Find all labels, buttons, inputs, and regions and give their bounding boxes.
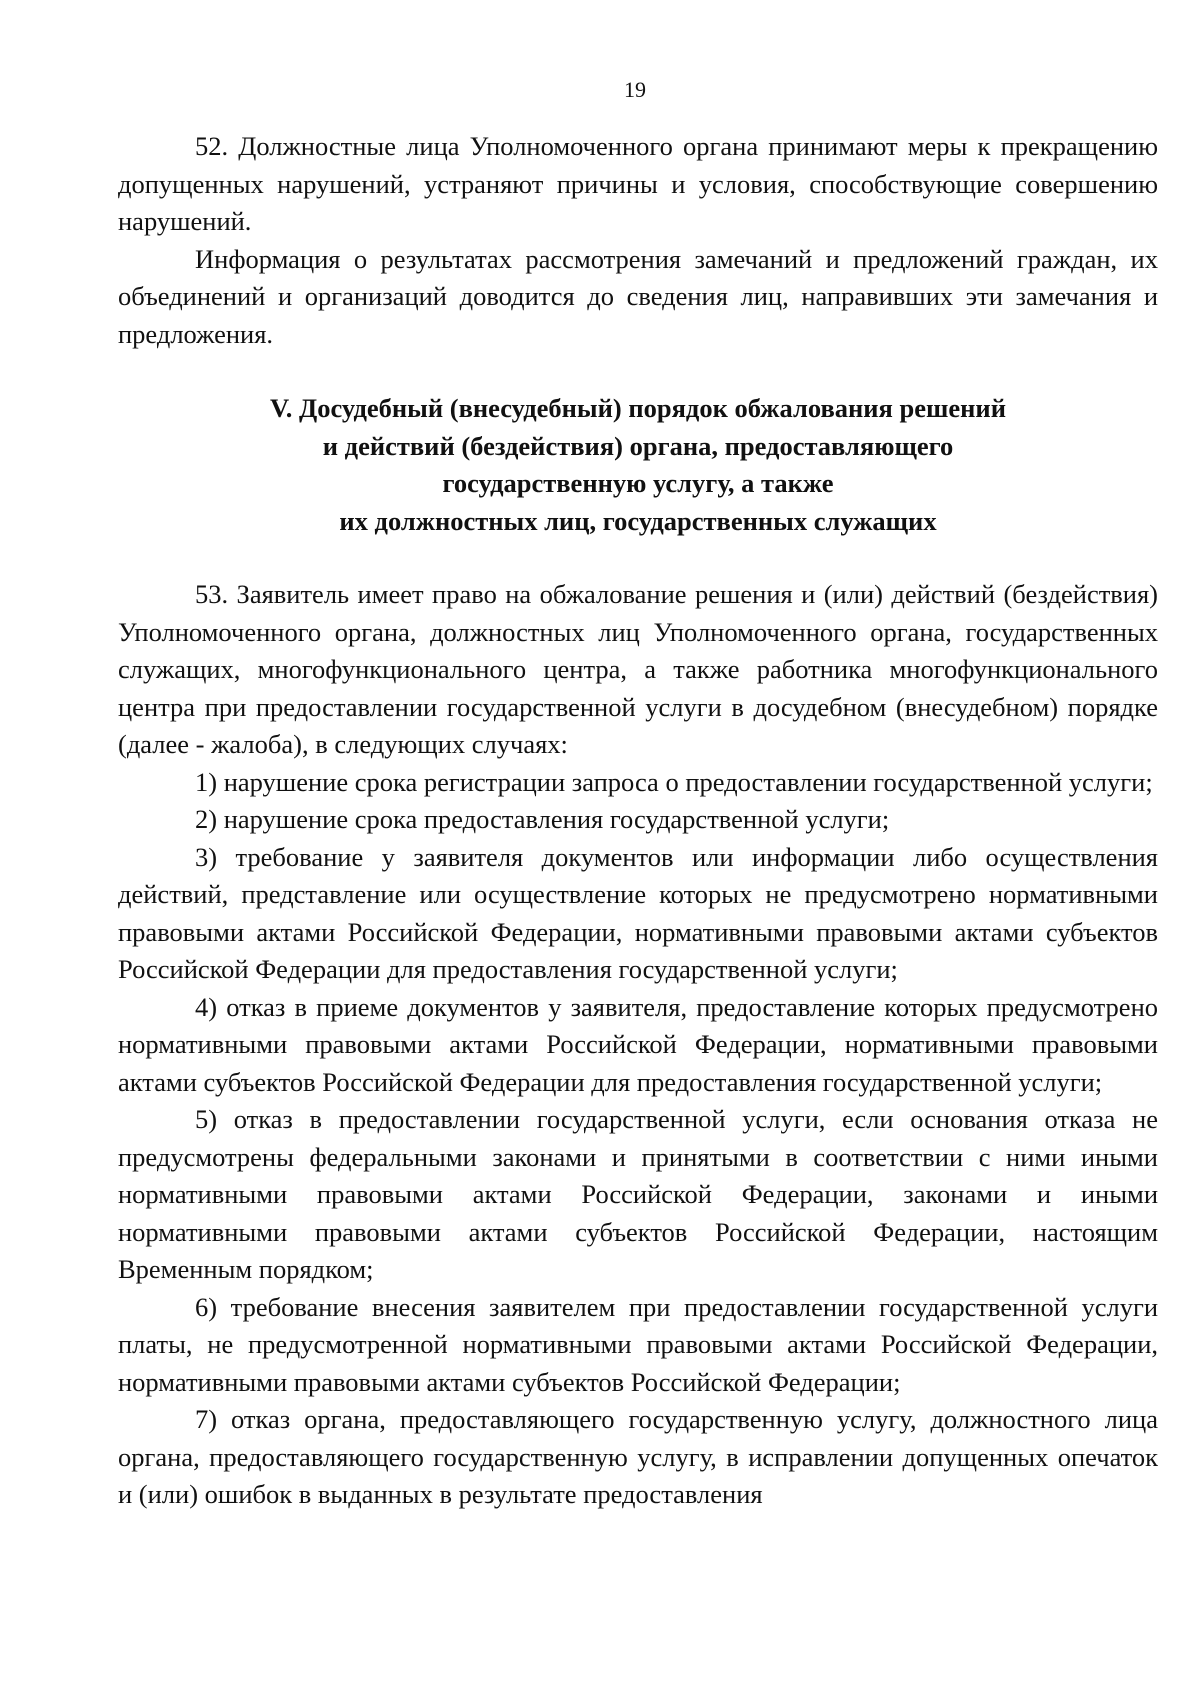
list-item-3: 3) требование у заявителя документов или информации либо осуществления действий, представление или осуществление которых не предусмотрено нормативными правовыми актами Российской Федерации, нормативными правовыми актами субъектов Российской Федерации для предоставления государственной услуги; (118, 841, 1158, 984)
list-item-4: 4) отказ в приеме документов у заявителя, предоставление которых предусмотрено нормативными правовыми актами Российской Федерации, нормативными правовыми актами субъектов Российской Федерации для предоставления государственной услуги; (118, 991, 1158, 1097)
paragraph-53: 53. Заявитель имеет право на обжалование решения и (или) действий (бездействия) Уполномоченного органа, должностных лиц Уполномоченного органа, государственных служащих, многофункционального центра, а также работника многофункционального центра при предоставлении государственной услуги в досудебном (внесудебном) порядке (далее - жалоба), в следующих случаях: (118, 579, 1158, 759)
page-number: 19 (624, 77, 646, 102)
spacer (118, 353, 1158, 390)
paragraph-information: Информация о результатах рассмотрения замечаний и предложений граждан, их объединений и организаций доводится до сведения лиц, направивших эти замечания и предложения. (118, 243, 1158, 349)
spacer (118, 540, 1158, 576)
list-item-7: 7) отказ органа, предоставляющего государственную услугу, должностного лица органа, предоставляющего государственную услугу, в исправлении допущенных опечаток и (или) ошибок в выданных в результате предоставления (118, 1404, 1158, 1509)
paragraph-52: 52. Должностные лица Уполномоченного органа принимают меры к прекращению допущенных нарушений, устраняют причины и условия, способствующие совершению нарушений. (118, 131, 1158, 236)
section-heading-line: государственную услугу, а также (442, 468, 834, 498)
list-item-5: 5) отказ в предоставлении государственной услуги, если основания отказа не предусмотрены федеральными законами и принятыми в соответствии с ними иными нормативными правовыми актами Российской Федерации, законами и иными нормативными правовыми актами субъектов Российской Федерации, настоящим Временным порядком; (118, 1104, 1158, 1284)
section-heading-line: и действий (бездействия) органа, предоставляющего (322, 430, 954, 461)
section-heading-line: V. Досудебный (внесудебный) порядок обжалования решений (270, 393, 1006, 423)
section-heading-line: их должностных лиц, государственных служащих (339, 505, 937, 536)
section-heading (118, 390, 1158, 540)
document-body (118, 128, 1158, 1514)
list-item-2: 2) нарушение срока предоставления государственной услуги; (195, 804, 890, 834)
list-item-6: 6) требование внесения заявителем при предоставлении государственной услуги платы, не предусмотренной нормативными правовыми актами Российской Федерации, нормативными правовыми актами субъектов Российской Федерации; (118, 1291, 1158, 1397)
list-item-1: 1) нарушение срока регистрации запроса о предоставлении государственной услуги; (195, 766, 1153, 797)
